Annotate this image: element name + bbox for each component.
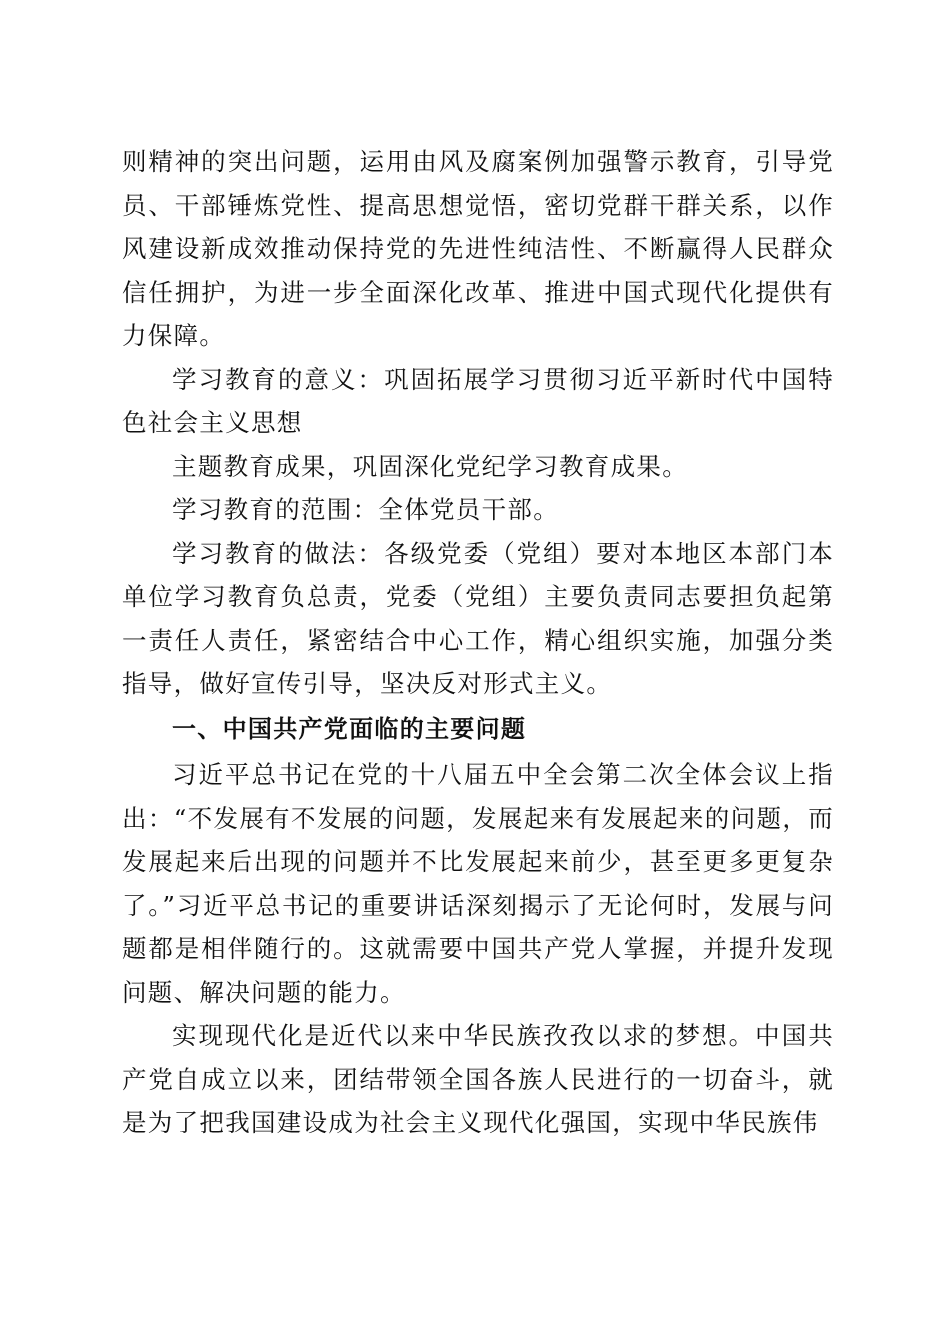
document-body [122,140,834,1145]
section-heading: 一、中国共产党面临的主要问题 [172,714,527,743]
paragraph-scope: 学习教育的范围：全体党员干部。 [172,495,559,524]
paragraph-method: 学习教育的做法：各级党委（党组）要对本地区本部门本单位学习教育负总责，党委（党组）主要负责同志要担负起第一责任人责任，紧密结合中心工作，精心组织实施，加强分类指导，做好宣传引导，坚决反对形式主义。 [122,538,834,698]
paragraph-modernization: 实现现代化是近代以来中华民族孜孜以求的梦想。中国共产党自成立以来，团结带领全国各族人民进行的一切奋斗，就是为了把我国建设成为社会主义现代化强国，实现中华民族伟 [122,1021,834,1137]
paragraph-significance-cont: 主题教育成果，巩固深化党纪学习教育成果。 [172,451,688,481]
paragraph-xi-speech: 习近平总书记在党的十八届五中全会第二次全体会议上指出：“不发展有不发展的问题，发展起来有发展起来的问题，而发展起来后出现的问题并不比发展起来前少，甚至更多更复杂了。”习近平总书记的重要讲话深刻揭示了无论何时，发展与问题都是相伴随行的。这就需要中国共产党人掌握，并提升发现问题、解决问题的能力。 [122,760,834,1007]
paragraph-significance: 学习教育的意义：巩固拓展学习贯彻习近平新时代中国特色社会主义思想 [122,364,834,437]
paragraph-continuation: 则精神的突出问题，运用由风及腐案例加强警示教育，引导党员、干部锤炼党性、提高思想觉悟，密切党群干群关系，以作风建设新成效推动保持党的先进性纯洁性、不断赢得人民群众信任拥护，为进一步全面深化改革、推进中国式现代化提供有力保障。 [122,147,834,350]
